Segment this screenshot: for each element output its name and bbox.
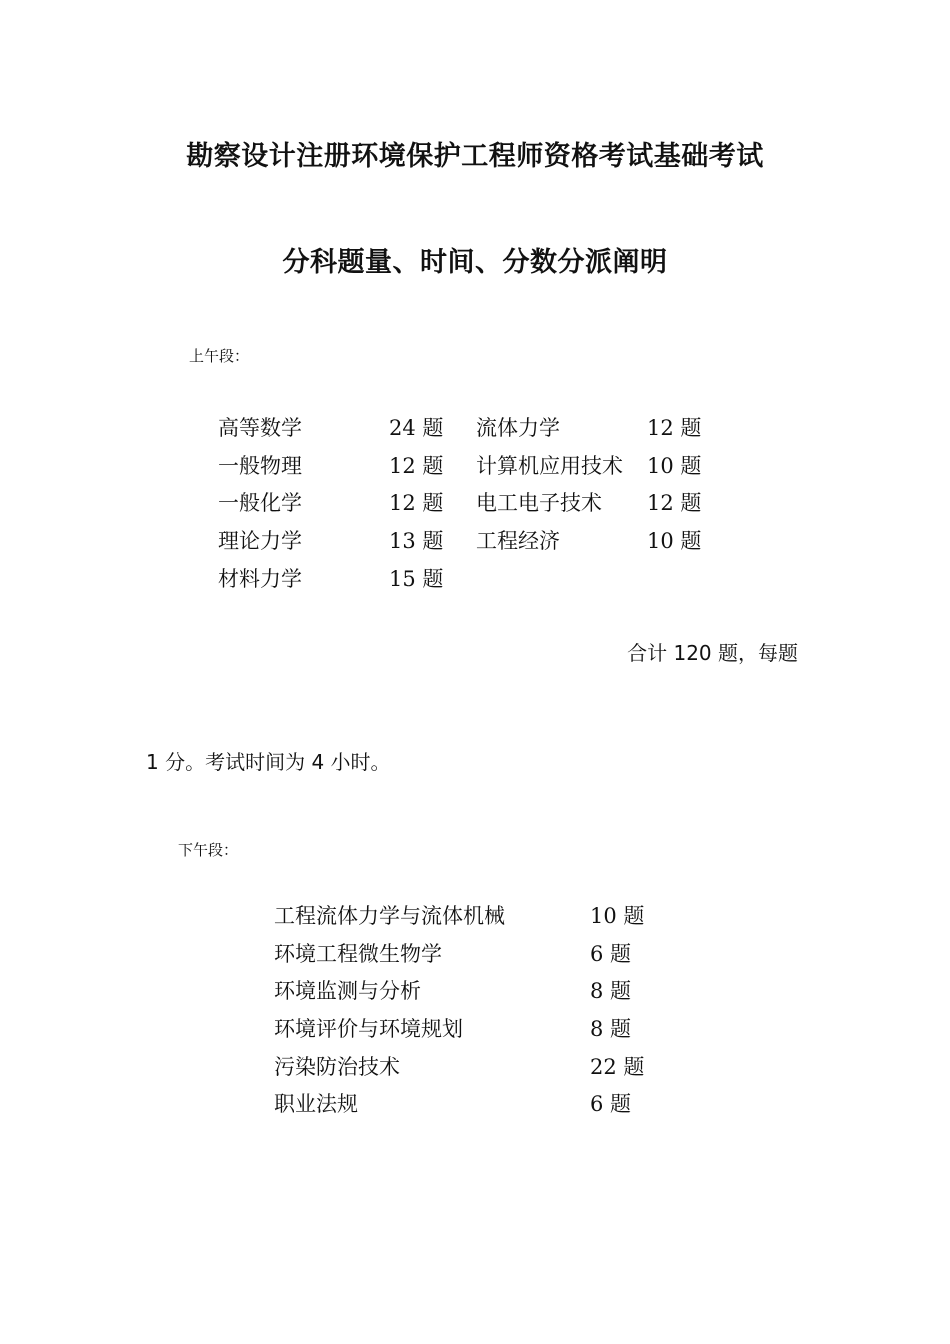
morning-row <box>0 488 950 518</box>
question-count: 12 题 <box>389 454 444 478</box>
question-count: 12 题 <box>389 491 444 515</box>
morning-row <box>0 451 950 481</box>
subject-name: 环境评价与环境规划 <box>274 1017 463 1041</box>
afternoon-row <box>0 939 950 969</box>
question-count: 12 题 <box>647 491 702 515</box>
question-count: 24 题 <box>389 416 444 440</box>
question-count: 10 题 <box>590 904 645 928</box>
question-count: 6 题 <box>590 1092 632 1116</box>
afternoon-row <box>0 1014 950 1044</box>
subject-name: 环境工程微生物学 <box>274 942 442 966</box>
question-count: 10 题 <box>647 529 702 553</box>
question-count: 10 题 <box>647 454 702 478</box>
morning-duration: 1 分。考试时间为 4 小时。 <box>146 750 391 774</box>
afternoon-row <box>0 976 950 1006</box>
document-subtitle: 分科题量、时间、分数分派阐明 <box>282 247 668 278</box>
question-count: 22 题 <box>590 1055 645 1079</box>
subject-name: 环境监测与分析 <box>274 979 421 1003</box>
morning-row <box>0 413 950 443</box>
question-count: 13 题 <box>389 529 444 553</box>
afternoon-row <box>0 1089 950 1119</box>
subject-name: 高等数学 <box>218 416 302 440</box>
subject-name: 理论力学 <box>218 529 302 553</box>
morning-row <box>0 564 950 594</box>
afternoon-row <box>0 901 950 931</box>
subject-name: 流体力学 <box>476 416 560 440</box>
morning-section-label: 上午段： <box>189 347 250 365</box>
subject-name: 电工电子技术 <box>476 491 602 515</box>
subject-name: 材料力学 <box>218 567 302 591</box>
subject-name: 一般物理 <box>218 454 302 478</box>
question-count: 15 题 <box>389 567 444 591</box>
morning-row <box>0 526 950 556</box>
subject-name: 污染防治技术 <box>274 1055 400 1079</box>
question-count: 8 题 <box>590 979 632 1003</box>
question-count: 6 题 <box>590 942 632 966</box>
subject-name: 工程经济 <box>476 529 560 553</box>
subject-name: 一般化学 <box>218 491 302 515</box>
document-title: 勘察设计注册环境保护工程师资格考试基础考试 <box>186 141 764 172</box>
question-count: 8 题 <box>590 1017 632 1041</box>
afternoon-section-label: 下午段： <box>178 841 239 859</box>
question-count: 12 题 <box>647 416 702 440</box>
subject-name: 计算机应用技术 <box>476 454 623 478</box>
afternoon-row <box>0 1052 950 1082</box>
morning-total: 合计 120 题，每题 <box>627 641 798 665</box>
subject-name: 工程流体力学与流体机械 <box>274 904 505 928</box>
subject-name: 职业法规 <box>274 1092 358 1116</box>
